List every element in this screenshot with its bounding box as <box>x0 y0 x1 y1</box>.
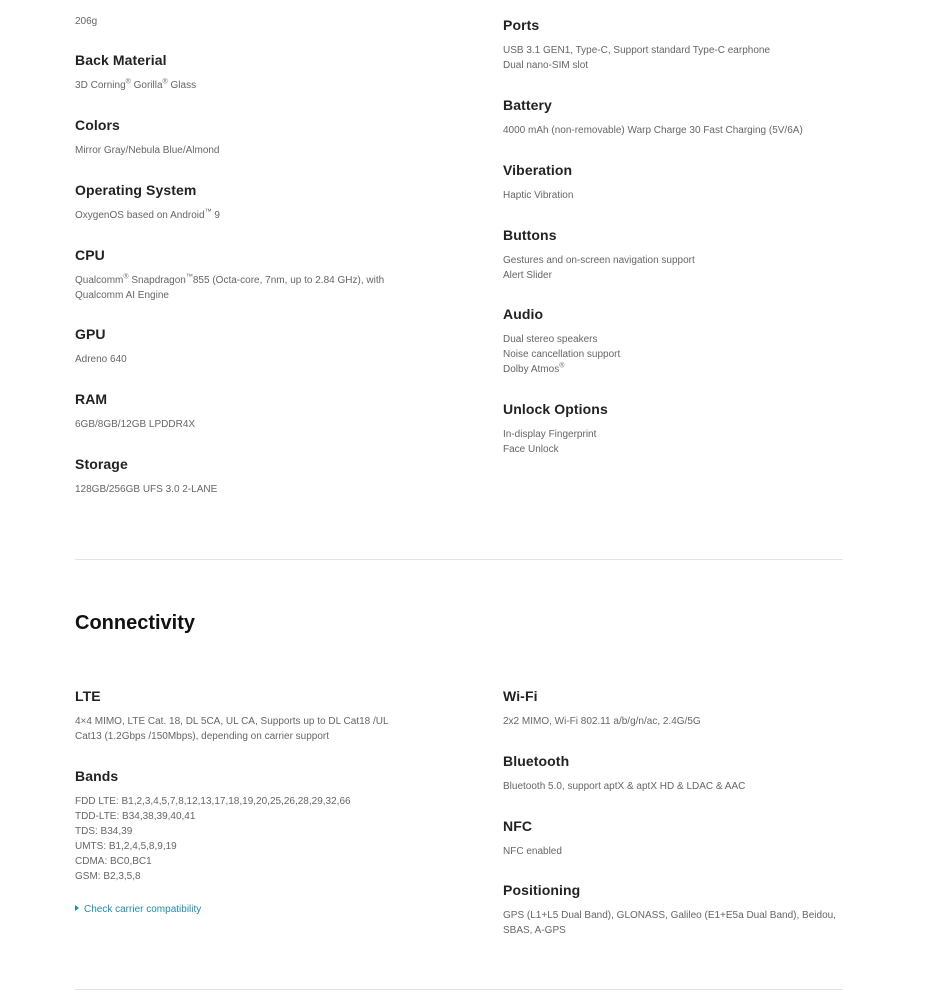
spec-lte <box>75 687 435 744</box>
section-divider <box>75 559 843 560</box>
spec-value: Adreno 640 <box>75 354 127 365</box>
spec-title: Ports <box>503 17 540 33</box>
spec-value: Dual nano-SIM slot <box>503 60 589 71</box>
spec-value: TDS: B34,39 <box>75 826 133 837</box>
spec-bluetooth <box>503 752 903 794</box>
spec-title: NFC <box>503 818 533 834</box>
spec-value: Dual stereo speakers <box>503 334 598 345</box>
spec-title: GPU <box>75 326 106 342</box>
spec-title: Storage <box>75 456 128 472</box>
spec-value: NFC enabled <box>503 846 562 857</box>
spec-title: Audio <box>503 306 544 322</box>
spec-buttons <box>503 226 903 283</box>
spec-title: LTE <box>75 688 101 704</box>
spec-value: Bluetooth 5.0, support aptX & aptX HD & LDAC & AAC <box>503 781 746 792</box>
spec-value: Qualcomm AI Engine <box>75 290 169 301</box>
spec-bands <box>75 767 435 884</box>
spec-title: Unlock Options <box>503 401 608 417</box>
spec-audio <box>503 305 903 377</box>
triangle-right-icon <box>75 905 79 911</box>
spec-title: Viberation <box>503 162 573 178</box>
spec-value: Dolby Atmos® <box>503 362 565 375</box>
spec-unlock-options <box>503 400 903 457</box>
spec-value: GPS (L1+L5 Dual Band), GLONASS, Galileo (E1+E5a Dual Band), Beidou, <box>503 910 836 921</box>
spec-value: Face Unlock <box>503 444 559 455</box>
spec-value: 2x2 MIMO, Wi-Fi 802.11 a/b/g/n/ac, 2.4G/5G <box>503 716 701 727</box>
spec-back-material <box>75 51 435 93</box>
spec-title: Battery <box>503 97 552 113</box>
connectivity-heading: Connectivity <box>75 612 196 634</box>
spec-value: 4×4 MIMO, LTE Cat. 18, DL 5CA, UL CA, Supports up to DL Cat18 /UL <box>75 716 389 727</box>
section-divider <box>75 989 843 990</box>
check-carrier-compatibility-link[interactable] <box>75 904 201 915</box>
spec-value: OxygenOS based on Android™ 9 <box>75 208 220 221</box>
spec-ram <box>75 390 435 432</box>
spec-battery <box>503 96 903 138</box>
spec-value: Haptic Vibration <box>503 190 574 201</box>
spec-title: Back Material <box>75 52 167 68</box>
spec-wifi <box>503 687 903 729</box>
spec-value: 4000 mAh (non-removable) Warp Charge 30 Fast Charging (5V/6A) <box>503 125 803 136</box>
spec-value: SBAS, A-GPS <box>503 925 566 936</box>
spec-title: Buttons <box>503 227 557 243</box>
spec-title: Wi-Fi <box>503 688 538 704</box>
spec-value: 3D Corning® Gorilla® Glass <box>75 78 197 91</box>
spec-gpu <box>75 325 435 367</box>
spec-colors <box>75 116 435 158</box>
spec-title: Colors <box>75 117 120 133</box>
spec-vibration <box>503 161 903 203</box>
link-label: Check carrier compatibility <box>84 904 202 915</box>
spec-value: FDD LTE: B1,2,3,4,5,7,8,12,13,17,18,19,20,25,26,28,29,32,66 <box>75 796 351 807</box>
spec-title: CPU <box>75 247 105 263</box>
spec-value: USB 3.1 GEN1, Type-C, Support standard Type-C earphone <box>503 45 771 56</box>
spec-value: Cat13 (1.2Gbps /150Mbps), depending on carrier support <box>75 731 330 742</box>
spec-value: Noise cancellation support <box>503 349 621 360</box>
weight-value: 206g <box>75 16 98 27</box>
spec-nfc <box>503 817 903 859</box>
spec-cpu <box>75 246 435 303</box>
spec-title: Bluetooth <box>503 753 570 769</box>
spec-title: RAM <box>75 391 108 407</box>
spec-value: TDD-LTE: B34,38,39,40,41 <box>75 811 196 822</box>
spec-value: Gestures and on-screen navigation support <box>503 255 695 266</box>
spec-title: Positioning <box>503 882 581 898</box>
spec-value: GSM: B2,3,5,8 <box>75 871 141 882</box>
spec-positioning <box>503 881 903 938</box>
spec-value: Qualcomm® Snapdragon™855 (Octa-core, 7nm, up to 2.84 GHz), with <box>75 273 385 286</box>
spec-value: 128GB/256GB UFS 3.0 2-LANE <box>75 484 218 495</box>
spec-value: UMTS: B1,2,4,5,8,9,19 <box>75 841 177 852</box>
spec-value: In-display Fingerprint <box>503 429 597 440</box>
spec-ports <box>503 16 903 73</box>
spec-value: Alert Slider <box>503 270 552 281</box>
spec-value: CDMA: BC0,BC1 <box>75 856 152 867</box>
spec-title: Operating System <box>75 182 197 198</box>
spec-value: Mirror Gray/Nebula Blue/Almond <box>75 145 220 156</box>
spec-title: Bands <box>75 768 119 784</box>
spec-storage <box>75 455 435 497</box>
spec-operating-system <box>75 181 435 223</box>
spec-value: 6GB/8GB/12GB LPDDR4X <box>75 419 196 430</box>
